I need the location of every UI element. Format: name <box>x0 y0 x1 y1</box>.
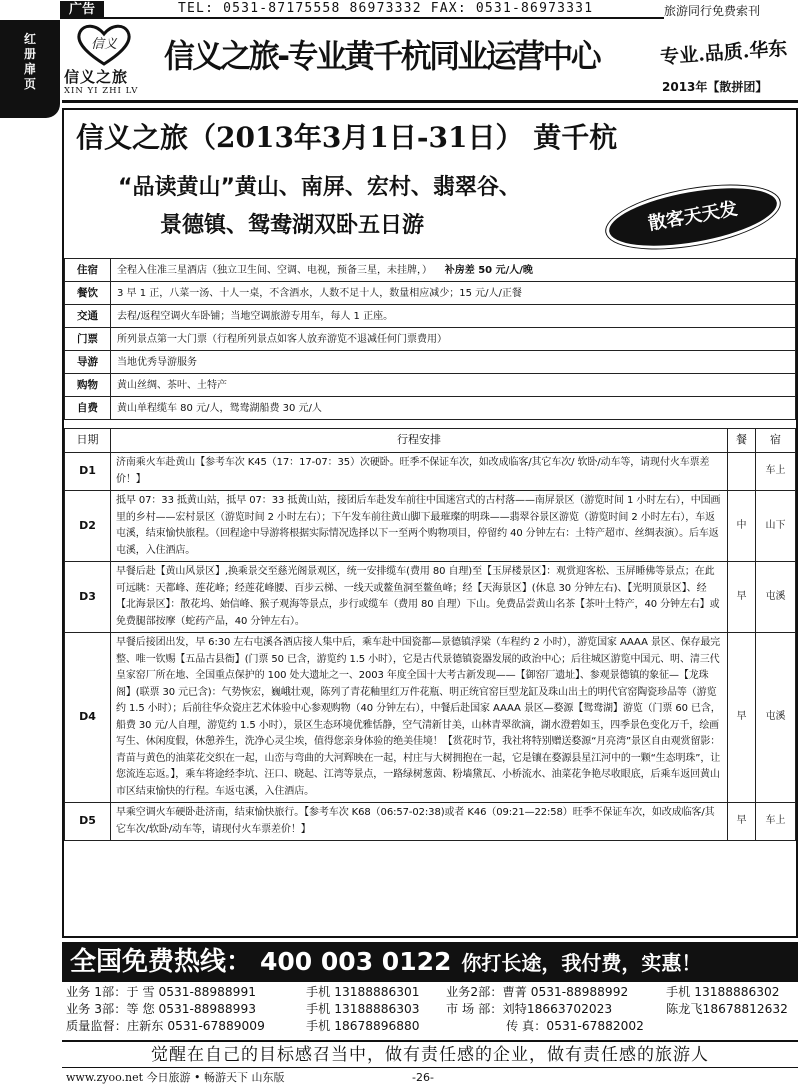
info-row-lodging <box>65 259 796 282</box>
year-tag: 2013年【散拼团】 <box>662 80 768 94</box>
contact-row <box>66 1018 796 1035</box>
side-tab-char: 页 <box>23 77 36 91</box>
day-meal: 早 <box>728 633 756 803</box>
info-row-meals <box>65 282 796 305</box>
info-value: 3 早 1 正，八菜一汤、十人一桌，不含酒水，人数不足十人，数量相应减少；15 元/人/正餐 <box>111 282 796 305</box>
contact-cell: 手机 13188886303 <box>306 1002 420 1016</box>
day-stay: 车上 <box>756 453 796 491</box>
day-desc: 早餐后接团出发，早 6:30 左右屯溪各酒店接人集中后，乘车赴中国瓷都—景德镇浮梁（车程约 2 小时），游览国家 AAAA 景区、保存最完整、唯一钦赐【五品古县衙】(门票 50 已含，游览约 1.5 小时），它是古代景德镇瓷器发展的政治中心；后往城区游览中国元、明、清三代皇家窑厂所在地、全国重点保护的 100 处大遗址之一、2003 年度全国十大考古新发现——【御窑厂遗址】、参观景德镇的象征—【龙珠阁】(联票 30 元已含)：气势恢宏，巍峨壮观，陈列了青花釉里红万件花瓶、明正统官窑巨型龙缸及珠山出土的明代官窑陶瓷珍品等（游览约 1.5 小时）；后前往华众瓷庄艺术体验中心参观购物（40 分钟左右），中餐后赴国家 AAAA 景区—婺源【鸳鸯湖】游览（门票 60 已含，船费 30 元/人自理，游览约 1.5 小时），景区生态环境优雅恬静，空气清新甘美，山林青翠欲滴，湖水澄碧如玉，四季景色变化万千，绘画写生、休闲度假，休憩养生，洗净心灵尘埃，值得您亲身体验的绝美佳境！【赏花时节，我社将特别赠送婺源“月亮湾”景区自由观赏留影：青苗与黄色的油菜花交织在一起，山峦与弯曲的大河辉映在一起，村庄与大树拥抱在一起，它是镶在婺源县星江河中的一颗“生态明珠”，让您流连忘返。】，乘车将途经李坑、汪口、晓起、江湾等景点，一路绿树葱茵、粉墙黛瓦、小桥流水、油菜花争艳尽收眼底，后乘车返回黄山市区结束愉快的行程。车返屯溪，入住酒店。 <box>111 633 728 803</box>
contact-cell: 陈龙飞18678812632 <box>666 1002 788 1016</box>
slogan: 专业.品质.华东 <box>659 37 788 69</box>
contact-cell: 业务 1部：于 雪 0531-88988991 <box>66 985 256 999</box>
day-desc: 早餐后赴【黄山风景区】,换乘景交至慈光阁景观区，统一安排缆车(费用 80 自理)至【玉屏楼景区】：观赏迎客松、玉屏睡佛等景点；在此可远眺：天都峰、莲花峰；经莲花峰腰、百步云梯、一线天或鳌鱼洞至鳌鱼峰；经【天海景区】(休息 30 分钟左右)、【光明顶景区】、经【北海景区】：散花坞、始信峰、猴子观海等景点，步行或缆车（费用 80 自理）下山。免费品尝黄山名茶【茶叶土特产，40 分钟左右】或免费腿部按摩（蛇药产品，40 分钟左右）。 <box>111 562 728 633</box>
schedule-table <box>64 428 796 841</box>
contact-cell: 手机 13188886302 <box>666 985 780 999</box>
contact-cell: 质量监督：庄新东 0531-67889009 <box>66 1019 265 1033</box>
info-value: 黄山单程缆车 80 元/人，鸳鸯湖船费 30 元/人 <box>111 397 796 420</box>
day-stay: 屯溪 <box>756 633 796 803</box>
side-tab-char: 扉 <box>23 62 36 76</box>
day-stay: 车上 <box>756 803 796 841</box>
col-day-header: 日期 <box>65 429 111 453</box>
day-label: D4 <box>65 633 111 803</box>
hotline-slogan: 你打长途，我付费，实惠！ <box>461 951 702 975</box>
logo-name-en: XIN YI ZHI LV <box>64 86 139 96</box>
info-row-tickets <box>65 328 796 351</box>
day-label: D3 <box>65 562 111 633</box>
info-row-transport <box>65 305 796 328</box>
info-value: 当地优秀导游服务 <box>111 351 796 374</box>
side-tab-char: 册 <box>23 47 36 61</box>
day-stay: 山下 <box>756 491 796 562</box>
daily-departure-badge: 散客天天发 <box>605 178 781 257</box>
bottom-url[interactable]: www.zyoo.net 今日旅游 • 畅游天下 山东版 <box>66 1071 285 1084</box>
contact-cell: 业务 3部：等 您 0531-88988993 <box>66 1002 256 1016</box>
day-label: D2 <box>65 491 111 562</box>
contact-row <box>66 984 796 1001</box>
info-value: 去程/返程空调火车卧铺；当地空调旅游专用车，每人 1 正座。 <box>111 305 796 328</box>
ad-tag: 广告 <box>60 1 104 19</box>
info-table <box>64 258 796 420</box>
day-stay: 屯溪 <box>756 562 796 633</box>
info-row-optional <box>65 397 796 420</box>
col-plan-header: 行程安排 <box>111 429 728 453</box>
info-key: 自费 <box>65 397 111 420</box>
contact-row <box>66 1001 796 1018</box>
side-tab-char: 红 <box>23 32 36 46</box>
day-meal: 中 <box>728 491 756 562</box>
contact-list <box>66 984 796 1035</box>
hotline-label: 全国免费热线： <box>70 947 253 977</box>
header-rule <box>62 100 798 103</box>
side-tab <box>0 20 60 118</box>
info-row-shopping <box>65 374 796 397</box>
index-tag: 旅游同行免费索刊 <box>664 4 761 18</box>
bottom-bar <box>62 1067 798 1086</box>
day-meal: 早 <box>728 562 756 633</box>
info-value: 所列景点第一大门票（行程所列景点如客人放弃游览不退减任何门票费用） <box>111 328 796 351</box>
contact-cell: 手机 13188886301 <box>306 985 420 999</box>
table-row <box>65 633 796 803</box>
motto: 觉醒在自己的目标感召当中，做有责任感的企业，做有责任感的旅游人 <box>62 1040 798 1066</box>
top-rule <box>104 17 664 19</box>
info-key: 交通 <box>65 305 111 328</box>
info-value <box>111 259 796 282</box>
day-label: D1 <box>65 453 111 491</box>
info-key: 门票 <box>65 328 111 351</box>
info-value: 黄山丝绸、茶叶、土特产 <box>111 374 796 397</box>
table-row <box>65 491 796 562</box>
hotline-number[interactable]: 400 003 0122 <box>260 947 452 976</box>
day-desc: 济南乘火车赴黄山【参考车次 K45（17：17-07：35）次硬卧。旺季不保证车次，如改成临客/其它车次/ 软卧/动车等，请现付火车票差价！】 <box>111 453 728 491</box>
day-desc: 抵早 07：33 抵黄山站，抵早 07：33 抵黄山站，接团后车赴发车前往中国迷宫式的古村落——南屏景区（游览时间 1 小时左右），中国画里的乡村——宏村景区（游览时间 2 小时左右）；下午发车前往黄山脚下最璀璨的明珠——翡翠谷景区游览（游览时间 2 小时左右），车返屯溪，结束愉快旅程。（回程途中导游将根据实际情况选择以下一至两个购物项目，停留约 40 分钟左右：土特产超市、丝绸表演）。后车返屯溪，入住酒店。 <box>111 491 728 562</box>
info-key: 住宿 <box>65 259 111 282</box>
contact-cell: 市 场 部：刘特18663702023 <box>446 1002 613 1016</box>
contact-cell: 传 真：0531-67882002 <box>506 1019 644 1033</box>
table-row <box>65 453 796 491</box>
logo-script: 信义 <box>90 37 118 52</box>
top-contact: TEL: 0531-87175558 86973332 FAX: 0531-86973331 <box>178 1 594 16</box>
day-desc: 早乘空调火车硬卧赴济南，结束愉快旅行。【参考车次 K68（06:57-02:38)或者 K46（09:21—22:58）旺季不保证车次，如改成临客/其它车次/软卧/动车等，请现付火车票差价！】 <box>111 803 728 841</box>
table-row <box>65 803 796 841</box>
col-stay-header: 宿 <box>756 429 796 453</box>
info-key: 导游 <box>65 351 111 374</box>
contact-cell: 手机 18678896880 <box>306 1019 420 1033</box>
logo-heart-icon <box>74 22 134 66</box>
info-key: 餐饮 <box>65 282 111 305</box>
info-key: 购物 <box>65 374 111 397</box>
hotline-banner <box>62 942 798 982</box>
page-title: 信义之旅-专业黄千杭同业运营中心 <box>164 37 600 75</box>
day-label: D5 <box>65 803 111 841</box>
trip-subtitle-line1: “品读黄山”黄山、南屏、宏村、翡翠谷、 <box>118 175 521 200</box>
info-extra: 补房差 50 元/人/晚 <box>444 264 533 276</box>
col-meal-header: 餐 <box>728 429 756 453</box>
logo-name-cn: 信义之旅 <box>64 68 129 86</box>
schedule-header-row <box>65 429 796 453</box>
table-row <box>65 562 796 633</box>
page-number: -26- <box>412 1071 434 1084</box>
trip-subtitle-line2: 景德镇、鸳鸯湖双卧五日游 <box>160 213 425 238</box>
day-meal: 早 <box>728 803 756 841</box>
day-meal <box>728 453 756 491</box>
contact-cell: 业务2部：曹菁 0531-88988992 <box>446 985 629 999</box>
info-value-text: 全程入住准三星酒店（独立卫生间、空调、电视，预备三星，未挂牌，） <box>117 264 432 276</box>
trip-title: 信义之旅（2013年3月1日-31日） 黄千杭 <box>76 121 618 154</box>
info-row-guide <box>65 351 796 374</box>
